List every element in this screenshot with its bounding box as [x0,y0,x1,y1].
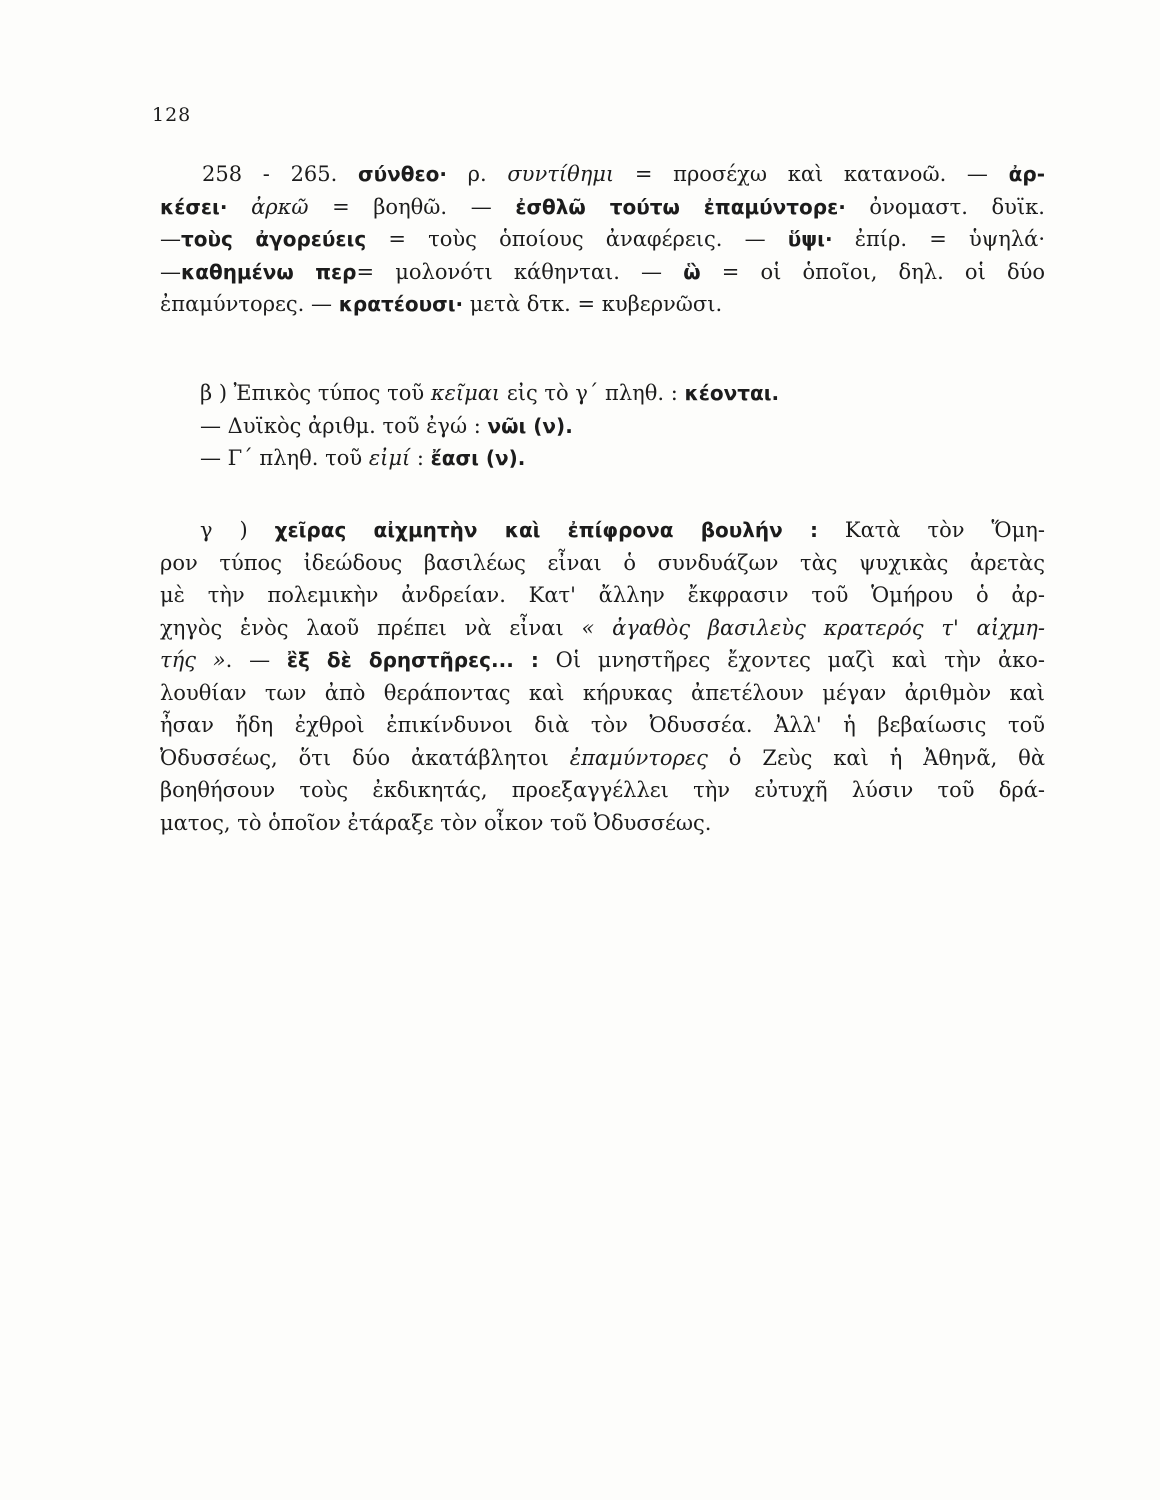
headword: ἒξ δὲ δρηστῆρες... : [286,648,539,672]
text-line: β ) Ἐπικὸς τύπος τοῦ κεῖμαι εἰς τὸ γ΄ πληθ. : κέονται. [200,381,780,405]
text-line: Ὀδυσσέως, ὅτι δύο ἀκατάβλητοι ἐπαμύντορες ὁ Ζεὺς καὶ ἡ Ἀθηνᾶ, θὰ [160,745,1046,770]
text-line: τής ». — ἒξ δὲ δρηστῆρες... : Οἱ μνηστῆρες ἔχοντες μαζὶ καὶ τὴν ἀκο- [160,648,1045,672]
text-line: κέσει· ἀρκῶ = βοηθῶ. — ἐσθλῶ τούτω ἐπαμύντορε· ὀνομαστ. δυϊκ. [160,194,1045,219]
text-line: μὲ τὴν πολεμικὴν ἀνδρείαν. Κατ' ἄλλην ἔκφρασιν τοῦ Ὁμήρου ὁ ἀρ- [160,583,1045,607]
text-line: ἦσαν ἤδη ἐχθροὶ ἐπικίνδυνοι διὰ τὸν Ὀδυσσέα. Ἀλλ' ἡ βεβαίωσις τοῦ [160,713,1045,737]
text-line: ρον τύπος ἰδεώδους βασιλέως εἶναι ὁ συνδυάζων τὰς ψυχικὰς ἀρετὰς [160,550,1045,575]
text-line: ματος, τὸ ὁποῖον ἐτάραξε τὸν οἶκον τοῦ Ὀδυσσέως. [160,810,712,835]
headword: κρατέουσι· [338,292,464,316]
headword: σύνθεο· [358,162,447,186]
headword: ὣ [683,259,701,284]
headword: ἐσθλῶ τούτω ἐπαμύντορε· [515,194,846,219]
text-line: ἐπαμύντορες. — κρατέουσι· μετὰ δτκ. = κυβερνῶσι. [160,292,723,316]
headword: τοὺς ἀγορεύεις [181,227,367,251]
headword: νῶι (ν). [487,413,573,438]
headword: χεῖρας αἰχμητὴν καὶ ἐπίφρονα βουλήν : [274,518,818,542]
text-line: — Γ΄ πληθ. τοῦ εἰμί : ἔασι (ν). [200,446,526,470]
headword: ἀρ- [1008,162,1045,186]
text-line: — Δυϊκὸς ἀριθμ. τοῦ ἐγώ : νῶι (ν). [200,413,573,438]
headword: κέσει· [160,194,228,219]
commentary-paragraph-b [160,377,1045,475]
text-line: —τοὺς ἀγορεύεις = τοὺς ὁποίους ἀναφέρεις. — ὕψι· ἐπίρ. = ὑψηλά· [160,227,1045,251]
headword: κέονται. [684,381,780,405]
headword: καθημένω περ [181,259,357,284]
text-line: λουθίαν των ἀπὸ θεράποντας καὶ κήρυκας ἀπετέλουν μέγαν ἀριθμὸν καὶ [160,680,1045,705]
text-line: —καθημένω περ= μολονότι κάθηνται. — ὣ = οἱ ὁποῖοι, δηλ. οἱ δύο [160,259,1046,284]
text-line: γ ) χεῖρας αἰχμητὴν καὶ ἐπίφρονα βουλήν : Κατὰ τὸν Ὅμη- [200,518,1045,542]
headword: ἔασι (ν). [430,446,526,470]
text-line: βοηθήσουν τοὺς ἐκδικητάς, προεξαγγέλλει τὴν εὐτυχῆ λύσιν τοῦ δρά- [160,778,1045,802]
text-line: 258 - 265. σύνθεο· ρ. συντίθημι = προσέχω καὶ κατανοῶ. — ἀρ- [202,162,1045,186]
text-line: χηγὸς ἑνὸς λαοῦ πρέπει νὰ εἶναι « ἀγαθὸς βασιλεὺς κρατερός τ' αἰχμη- [160,615,1045,640]
page-number: 128 [152,104,192,126]
commentary-paragraph-c [160,514,1045,839]
commentary-paragraph-a [160,158,1045,321]
headword: ὕψι· [787,227,833,251]
